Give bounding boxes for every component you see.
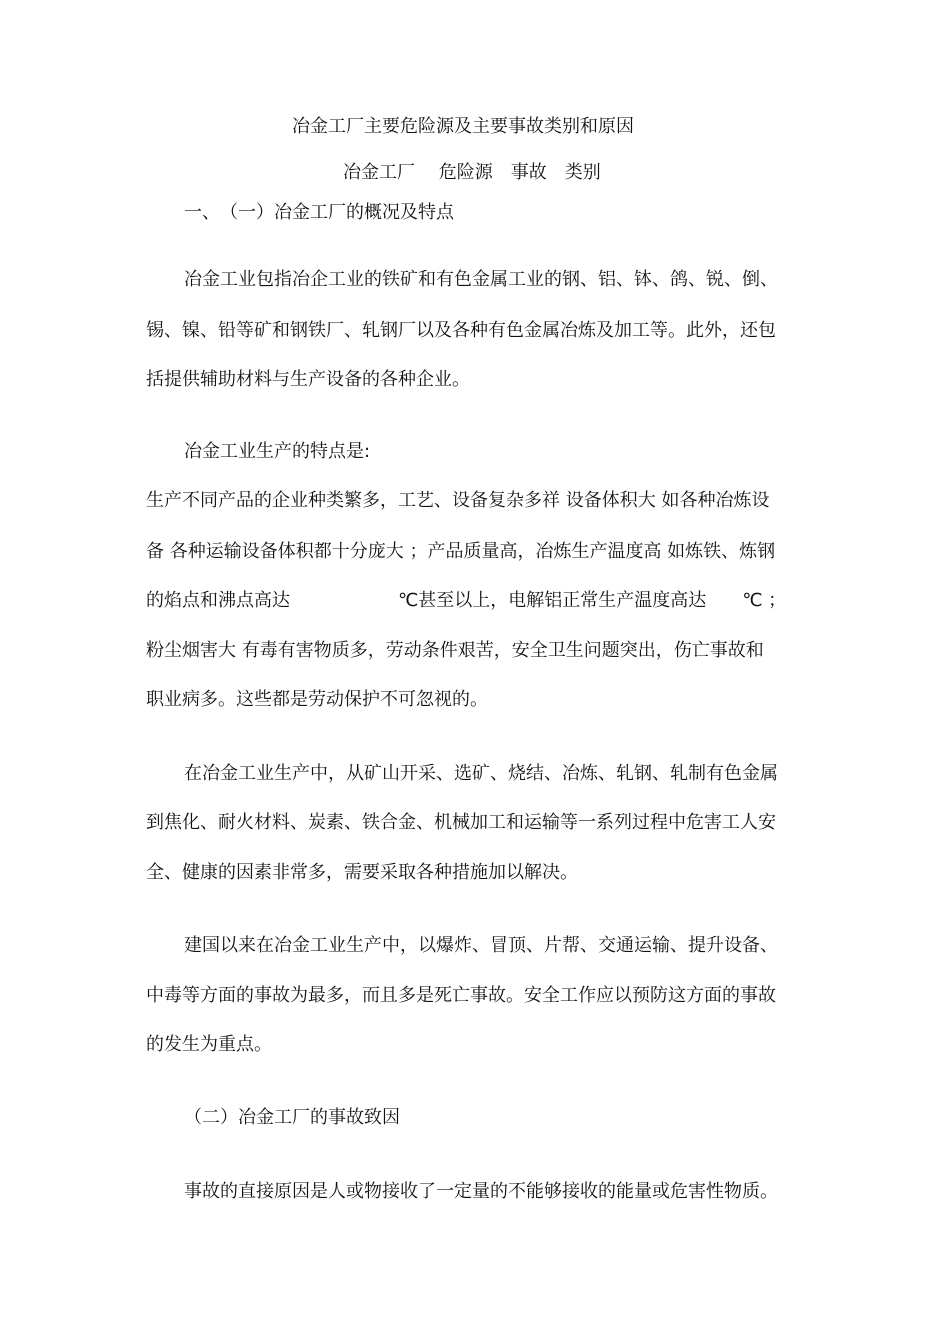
- paragraph-3-line-3: 全、健康的因素非常多，需要采取各种措施加以解决。: [146, 862, 578, 883]
- paragraph-4-line-3: 的发生为重点。: [146, 1034, 272, 1055]
- section-heading-1: 一、 （一）冶金工厂的概况及特点: [184, 202, 454, 223]
- paragraph-1-line-3: 括提供辅助材料与生产设备的各种企业。: [146, 369, 470, 390]
- paragraph-4-line-1: 建国以来在冶金工业生产中，以爆炸、冒顶、片帮、交通运输、提升设备、: [184, 935, 778, 956]
- paragraph-4-line-2: 中毒等方面的事故为最多，而且多是死亡事故。安全工作应以预防这方面的事故: [146, 985, 776, 1006]
- paragraph-2-line-5: 职业病多。这些都是劳动保护不可忽视的。: [146, 689, 488, 710]
- paragraph-2-line-4: 粉尘烟害大 有毒有害物质多，劳动条件艰苦，安全卫生问题突出，伤亡事故和: [146, 640, 764, 661]
- paragraph-2-line-1: 生产不同产品的企业种类繁多，工艺、设备复杂多祥 设备体积大 如各种冶炼设: [146, 490, 770, 511]
- paragraph-5: 事故的直接原因是人或物接收了一定量的不能够接收的能量或危害性物质。: [184, 1181, 778, 1202]
- paragraph-2-line-3: 的焰点和沸点高达 ℃甚至以上，电解铝正常生产温度高达 ℃ ；: [146, 590, 787, 611]
- paragraph-1-line-2: 锡、镍、铅等矿和钢铁厂、轧钢厂以及各种有色金属冶炼及加工等。此外，还包: [146, 320, 776, 341]
- paragraph-1-line-1: 冶金工业包指冶企工业的铁矿和有色金属工业的钢、铝、钵、鸽、锐、倒、: [184, 269, 778, 290]
- document-title: 冶金工厂主要危险源及主要事故类别和原因: [292, 116, 634, 137]
- document-keywords: 冶金工厂 危险源 事故 类别: [343, 162, 601, 183]
- paragraph-3-line-2: 到焦化、耐火材料、炭素、铁合金、机械加工和运输等一系列过程中危害工人安: [146, 812, 776, 833]
- paragraph-3-line-1: 在冶金工业生产中，从矿山开采、选矿、烧结、冶炼、轧钢、轧制有色金属: [184, 763, 778, 784]
- paragraph-2-line-2: 备 各种运输设备体积都十分庞大 ；产品质量高，冶炼生产温度高 如炼铁、炼钢: [146, 541, 776, 562]
- paragraph-2-intro: 冶金工业生产的特点是:: [184, 441, 371, 462]
- section-heading-2: （二）冶金工厂的事故致因: [184, 1107, 400, 1128]
